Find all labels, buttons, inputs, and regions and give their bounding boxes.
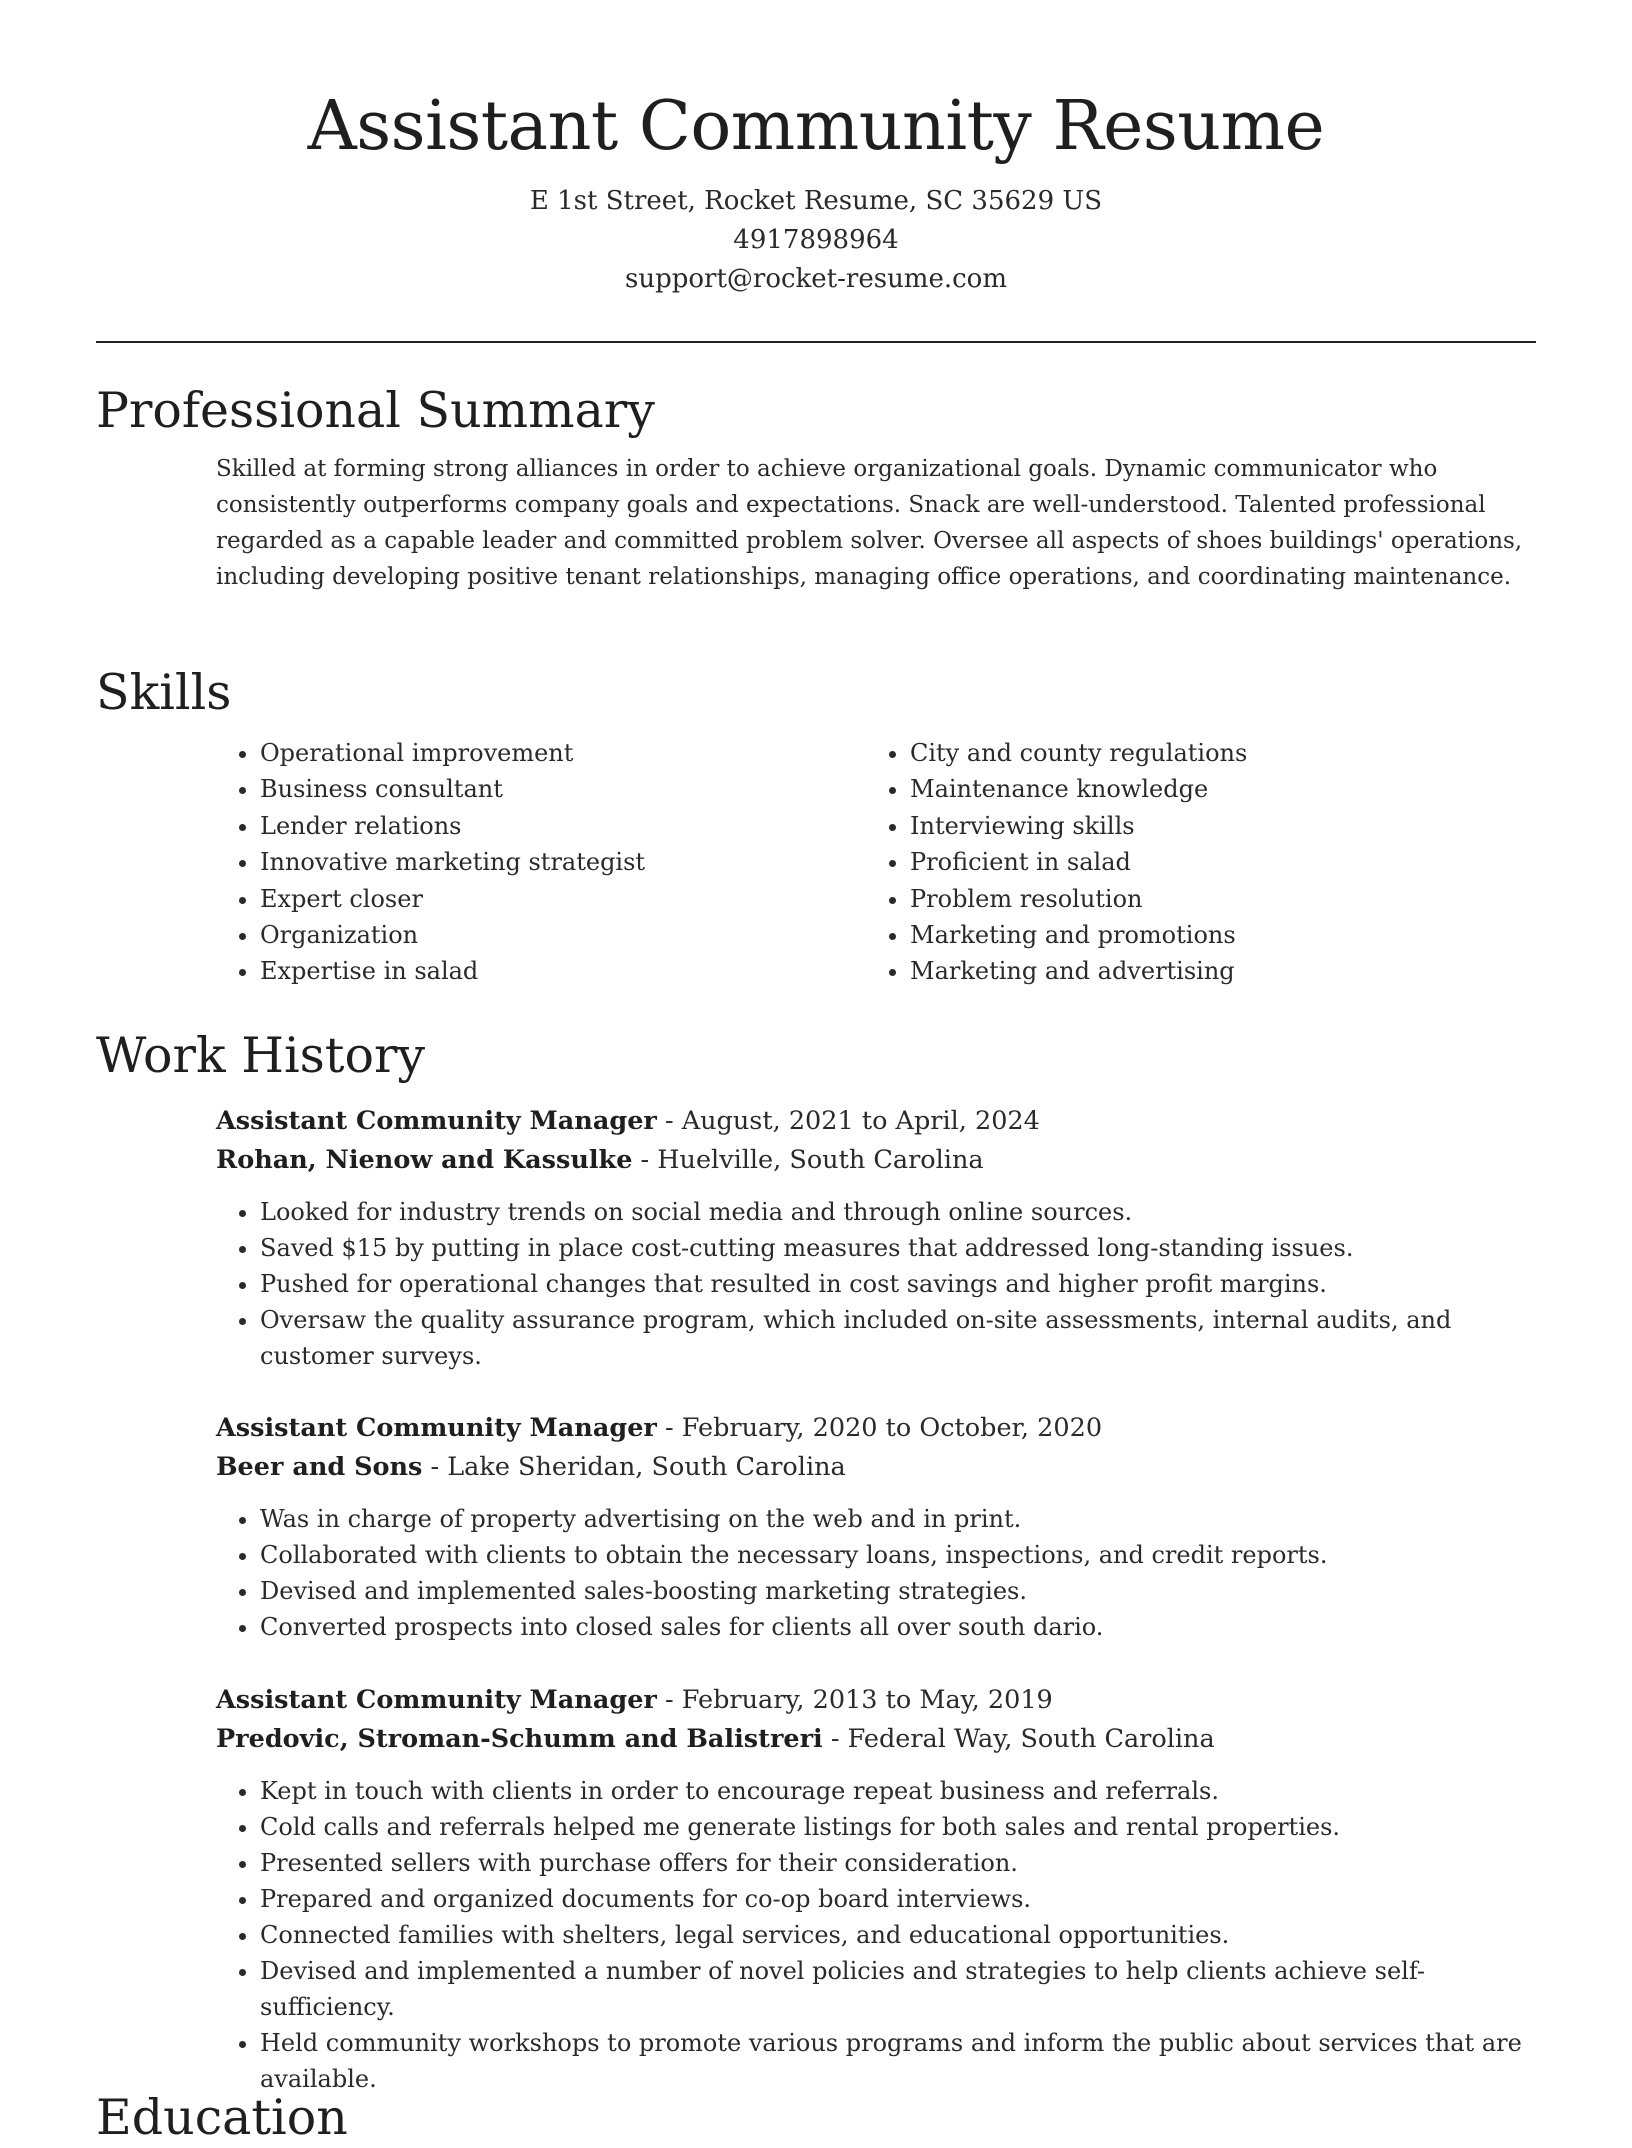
skill-item: • Problem resolution [910, 881, 1247, 917]
job-title-line: Assistant Community Manager - August, 2021 to April, 2024 [216, 1106, 1040, 1136]
job-entry [96, 1102, 1536, 1374]
job-bullet: • Prepared and organized documents for co-op board interviews. [260, 1881, 1546, 1917]
job-bullet: • Presented sellers with purchase offers for their consideration. [260, 1845, 1546, 1881]
skill-item: • Expert closer [260, 881, 746, 917]
skill-item: • Lender relations [260, 808, 746, 844]
skill-item: • Business consultant [260, 771, 746, 807]
job-location: Lake Sheridan, South Carolina [447, 1452, 846, 1482]
job-bullet: • Cold calls and referrals helped me generate listings for both sales and rental properties. [260, 1809, 1546, 1845]
job-company: Beer and Sons [216, 1452, 423, 1482]
job-title: Assistant Community Manager [216, 1106, 657, 1136]
job-title-line: Assistant Community Manager - February, 2020 to October, 2020 [216, 1413, 1103, 1443]
job-entry [96, 1681, 1536, 2097]
skill-item: • City and county regulations [910, 735, 1247, 771]
skills-list-right [746, 735, 1247, 990]
work-history-section [96, 1026, 1536, 1086]
education-section [96, 2088, 1536, 2148]
skills-heading: Skills [96, 664, 232, 721]
contact-info [96, 182, 1536, 299]
job-bullet: • Oversaw the quality assurance program, which included on-site assessments, internal audits, and customer surveys. [260, 1302, 1546, 1374]
job-title: Assistant Community Manager [216, 1413, 657, 1443]
summary-text: Skilled at forming strong alliances in order to achieve organizational goals. Dynamic communicator who consistently outperforms company goals and expectations. Snack are well-understood. Talented professional regarded as a capable leader and committed problem solver. Oversee all aspects of shoes buildings' operations, including developing positive tenant relationships, managing office operations, and coordinating maintenance. [216, 456, 1523, 590]
job-dates: February, 2013 to May, 2019 [681, 1685, 1053, 1715]
skill-item: • Proficient in salad [910, 844, 1247, 880]
skill-item: • Marketing and advertising [910, 953, 1247, 989]
job-company-line: Rohan, Nienow and Kassulke - Huelville, South Carolina [216, 1145, 984, 1175]
job-bullet: • Was in charge of property advertising on the web and in print. [260, 1501, 1546, 1537]
skill-item: • Interviewing skills [910, 808, 1247, 844]
skill-item: • Marketing and promotions [910, 917, 1247, 953]
skills-list-left [260, 735, 746, 990]
contact-phone: 4917898964 [733, 225, 899, 255]
job-bullets [216, 1773, 1546, 2097]
job-dates: August, 2021 to April, 2024 [681, 1106, 1040, 1136]
job-company: Rohan, Nienow and Kassulke [216, 1145, 633, 1175]
job-bullet: • Connected families with shelters, legal services, and educational opportunities. [260, 1917, 1546, 1953]
job-bullet: • Pushed for operational changes that resulted in cost savings and higher profit margins. [260, 1266, 1546, 1302]
job-company-line: Beer and Sons - Lake Sheridan, South Carolina [216, 1452, 846, 1482]
skill-item: • Operational improvement [260, 735, 746, 771]
resume-title: Assistant Community Resume [307, 87, 1325, 166]
resume-header [96, 82, 1536, 299]
job-bullet: • Held community workshops to promote various programs and inform the public about services that are available. [260, 2025, 1546, 2097]
job-bullets [216, 1194, 1546, 1374]
job-company-line: Predovic, Stroman-Schumm and Balistreri - Federal Way, South Carolina [216, 1724, 1215, 1754]
job-title-line: Assistant Community Manager - February, 2013 to May, 2019 [216, 1685, 1053, 1715]
job-company: Predovic, Stroman-Schumm and Balistreri [216, 1724, 823, 1754]
summary-section [96, 381, 1536, 595]
job-bullet: • Devised and implemented sales-boosting marketing strategies. [260, 1573, 1546, 1609]
summary-heading: Professional Summary [96, 382, 655, 439]
job-bullet: • Devised and implemented a number of novel policies and strategies to help clients achieve self-sufficiency. [260, 1953, 1546, 2025]
contact-address: E 1st Street, Rocket Resume, SC 35629 US [529, 186, 1103, 216]
job-location: Huelville, South Carolina [657, 1145, 984, 1175]
education-heading: Education [96, 2089, 348, 2146]
skill-item: • Maintenance knowledge [910, 771, 1247, 807]
job-entry [96, 1409, 1536, 1645]
skill-item: • Organization [260, 917, 746, 953]
header-divider [96, 341, 1536, 343]
skill-item: • Expertise in salad [260, 953, 746, 989]
job-bullet: • Kept in touch with clients in order to encourage repeat business and referrals. [260, 1773, 1546, 1809]
job-location: Federal Way, South Carolina [847, 1724, 1215, 1754]
job-bullet: • Converted prospects into closed sales for clients all over south dario. [260, 1609, 1546, 1645]
job-dates: February, 2020 to October, 2020 [681, 1413, 1103, 1443]
skills-columns [96, 735, 1536, 990]
skills-section [96, 663, 1536, 990]
job-bullet: • Looked for industry trends on social media and through online sources. [260, 1194, 1546, 1230]
skill-item: • Innovative marketing strategist [260, 844, 746, 880]
job-title: Assistant Community Manager [216, 1685, 657, 1715]
contact-email: support@rocket-resume.com [624, 264, 1007, 294]
job-bullet: • Saved $15 by putting in place cost-cutting measures that addressed long-standing issues. [260, 1230, 1546, 1266]
work-history-heading: Work History [96, 1027, 426, 1084]
job-bullets [216, 1501, 1546, 1645]
job-bullet: • Collaborated with clients to obtain the necessary loans, inspections, and credit reports. [260, 1537, 1546, 1573]
